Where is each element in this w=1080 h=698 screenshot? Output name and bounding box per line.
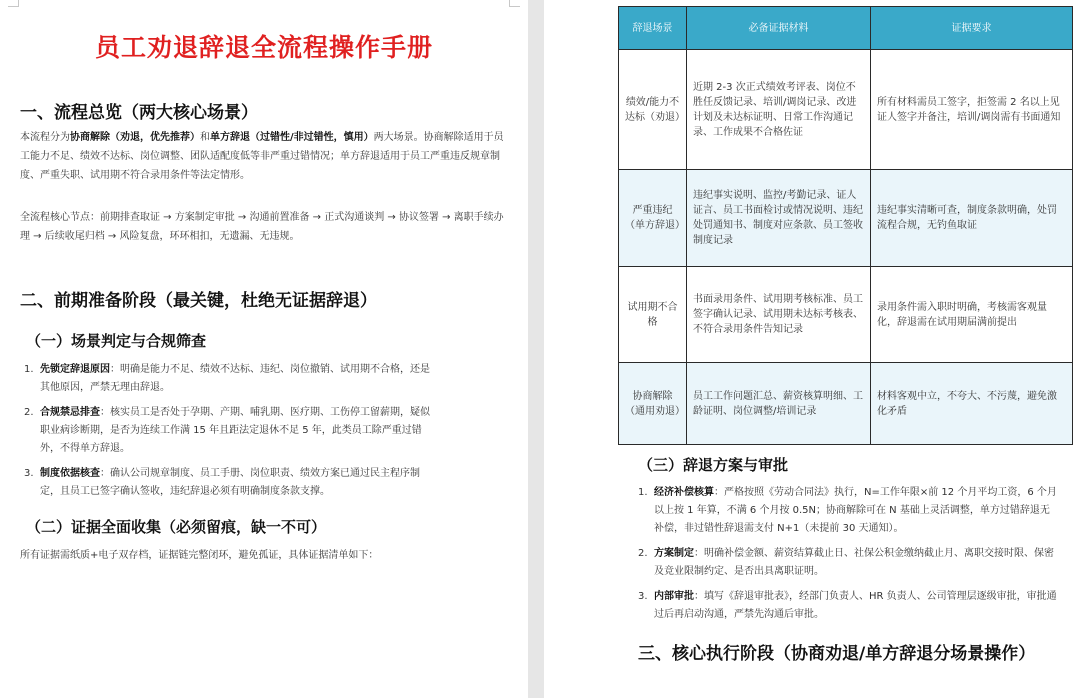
section1-paragraph-2: 全流程核心节点：前期排查取证 → 方案制定审批 → 沟通前置准备 → 正式沟通谈判 → 协议签署 → 离职手续办理 → 后续收尾归档 → 风险复盘，环环相扣，无遗漏、无违规。 xyxy=(20,212,504,242)
table-row xyxy=(619,363,1073,445)
column-header: 证据要求 xyxy=(871,7,1073,50)
approval-list xyxy=(634,484,1058,624)
materials-cell: 近期 2-3 次正式绩效考评表、岗位不胜任反馈记录、培训/调岗记录、改进计划及未达标证明、日常工作沟通记录、工作成果不合格佐证 xyxy=(687,50,871,170)
list-item: 1. 经济补偿核算：严格按照《劳动合同法》执行，N=工作年限×前 12 个月平均工资，6 个月以上按 1 年算，不满 6 个月按 0.5N；协商解除可在 N 基础上灵活调整，单方过错辞退无补偿，非过错性辞退需支付 N+1（未提前 30 天通知）。 xyxy=(638,487,1057,534)
table-row xyxy=(619,50,1073,170)
section1-heading: 一、流程总览（两大核心场景） xyxy=(20,103,258,123)
materials-cell: 违纪事实说明、监控/考勤记录、证人证言、员工书面检讨或情况说明、违纪处罚通知书、制度对应条款、员工签收制度记录 xyxy=(687,170,871,267)
subsection-heading: （二）证据全面收集（必须留痕，缺一不可） xyxy=(26,518,327,536)
section1-paragraph-1: 本流程分为协商解除（劝退，优先推荐）和单方辞退（过错性/非过错性，慎用）两大场景。协商解除适用于员工能力不足、绩效不达标、岗位调整、团队适配度低等非严重过错情况；单方辞退适用于员工严重违反规章制度、严重失职、试用期不符合录用条件等法定情形。 xyxy=(20,132,504,181)
scene-cell: 试用期不合格 xyxy=(619,267,687,363)
section2-heading: 二、前期准备阶段（最关键，杜绝无证据辞退） xyxy=(20,291,377,311)
subsection-heading: （三）辞退方案与审批 xyxy=(638,456,789,474)
materials-cell: 员工工作问题汇总、薪资核算明细、工龄证明、岗位调整/培训记录 xyxy=(687,363,871,445)
list-item: 3. 制度依据核查：确认公司规章制度、员工手册、岗位职责、绩效方案已通过民主程序制定，且员工已签字确认签收，违纪辞退必须有明确制度条款支撑。 xyxy=(24,468,420,497)
requirement-cell: 材料客观中立，不夸大、不污蔑，避免激化矛盾 xyxy=(871,363,1073,445)
requirement-cell: 录用条件需入职时明确，考核需客观量化，辞退需在试用期届满前提出 xyxy=(871,267,1073,363)
table-header-row xyxy=(619,7,1073,50)
list-item: 2. 方案制定：明确补偿金额、薪资结算截止日、社保公积金缴纳截止月、离职交接时限、保密及竞业限制约定、是否出具离职证明。 xyxy=(638,548,1054,577)
scene-cell: 严重违纪（单方辞退） xyxy=(619,170,687,267)
scene-cell: 绩效/能力不达标（劝退） xyxy=(619,50,687,170)
document-title: 员工劝退辞退全流程操作手册 xyxy=(94,33,433,62)
list-item: 3. 内部审批：填写《辞退审批表》，经部门负责人、HR 负责人、公司管理层逐级审批，审批通过后再启动沟通，严禁先沟通后审批。 xyxy=(638,591,1057,620)
evidence-table xyxy=(618,6,1073,445)
bold-term: 单方辞退（过错性/非过错性，慎用） xyxy=(210,132,374,143)
table-row xyxy=(619,170,1073,267)
table-row xyxy=(619,267,1073,363)
requirement-cell: 违纪事实清晰可查，制度条款明确，处罚流程合规，无钓鱼取证 xyxy=(871,170,1073,267)
list-item: 2. 合规禁忌排查：核实员工是否处于孕期、产期、哺乳期、医疗期、工伤停工留薪期，疑似职业病诊断期，是否为连续工作满 15 年且距法定退休不足 5 年，此类员工除严重过错外，不得单方辞退。 xyxy=(24,407,430,454)
corner-mark xyxy=(509,0,520,7)
column-header: 辞退场景 xyxy=(619,7,687,50)
left-page xyxy=(0,0,528,698)
section3-heading: 三、核心执行阶段（协商劝退/单方辞退分场景操作） xyxy=(638,644,1036,664)
corner-mark xyxy=(8,0,19,7)
requirement-cell: 所有材料需员工签字，拒签需 2 名以上见证人签字并备注，培训/调岗需有书面通知 xyxy=(871,50,1073,170)
bold-term: 协商解除（劝退，优先推荐） xyxy=(70,132,200,143)
compliance-list xyxy=(20,361,432,501)
column-header: 必备证据材料 xyxy=(687,7,871,50)
evidence-intro: 所有证据需纸质+电子双存档，证据链完整闭环，避免孤证，具体证据清单如下： xyxy=(20,550,379,561)
scene-cell: 协商解除（通用劝退） xyxy=(619,363,687,445)
materials-cell: 书面录用条件、试用期考核标准、员工签字确认记录、试用期未达标考核表、不符合录用条件告知记录 xyxy=(687,267,871,363)
subsection-heading: （一）场景判定与合规筛查 xyxy=(26,332,207,350)
list-item: 1. 先锁定辞退原因：明确是能力不足、绩效不达标、违纪、岗位撤销、试用期不合格，还是其他原因，严禁无理由辞退。 xyxy=(24,364,430,393)
